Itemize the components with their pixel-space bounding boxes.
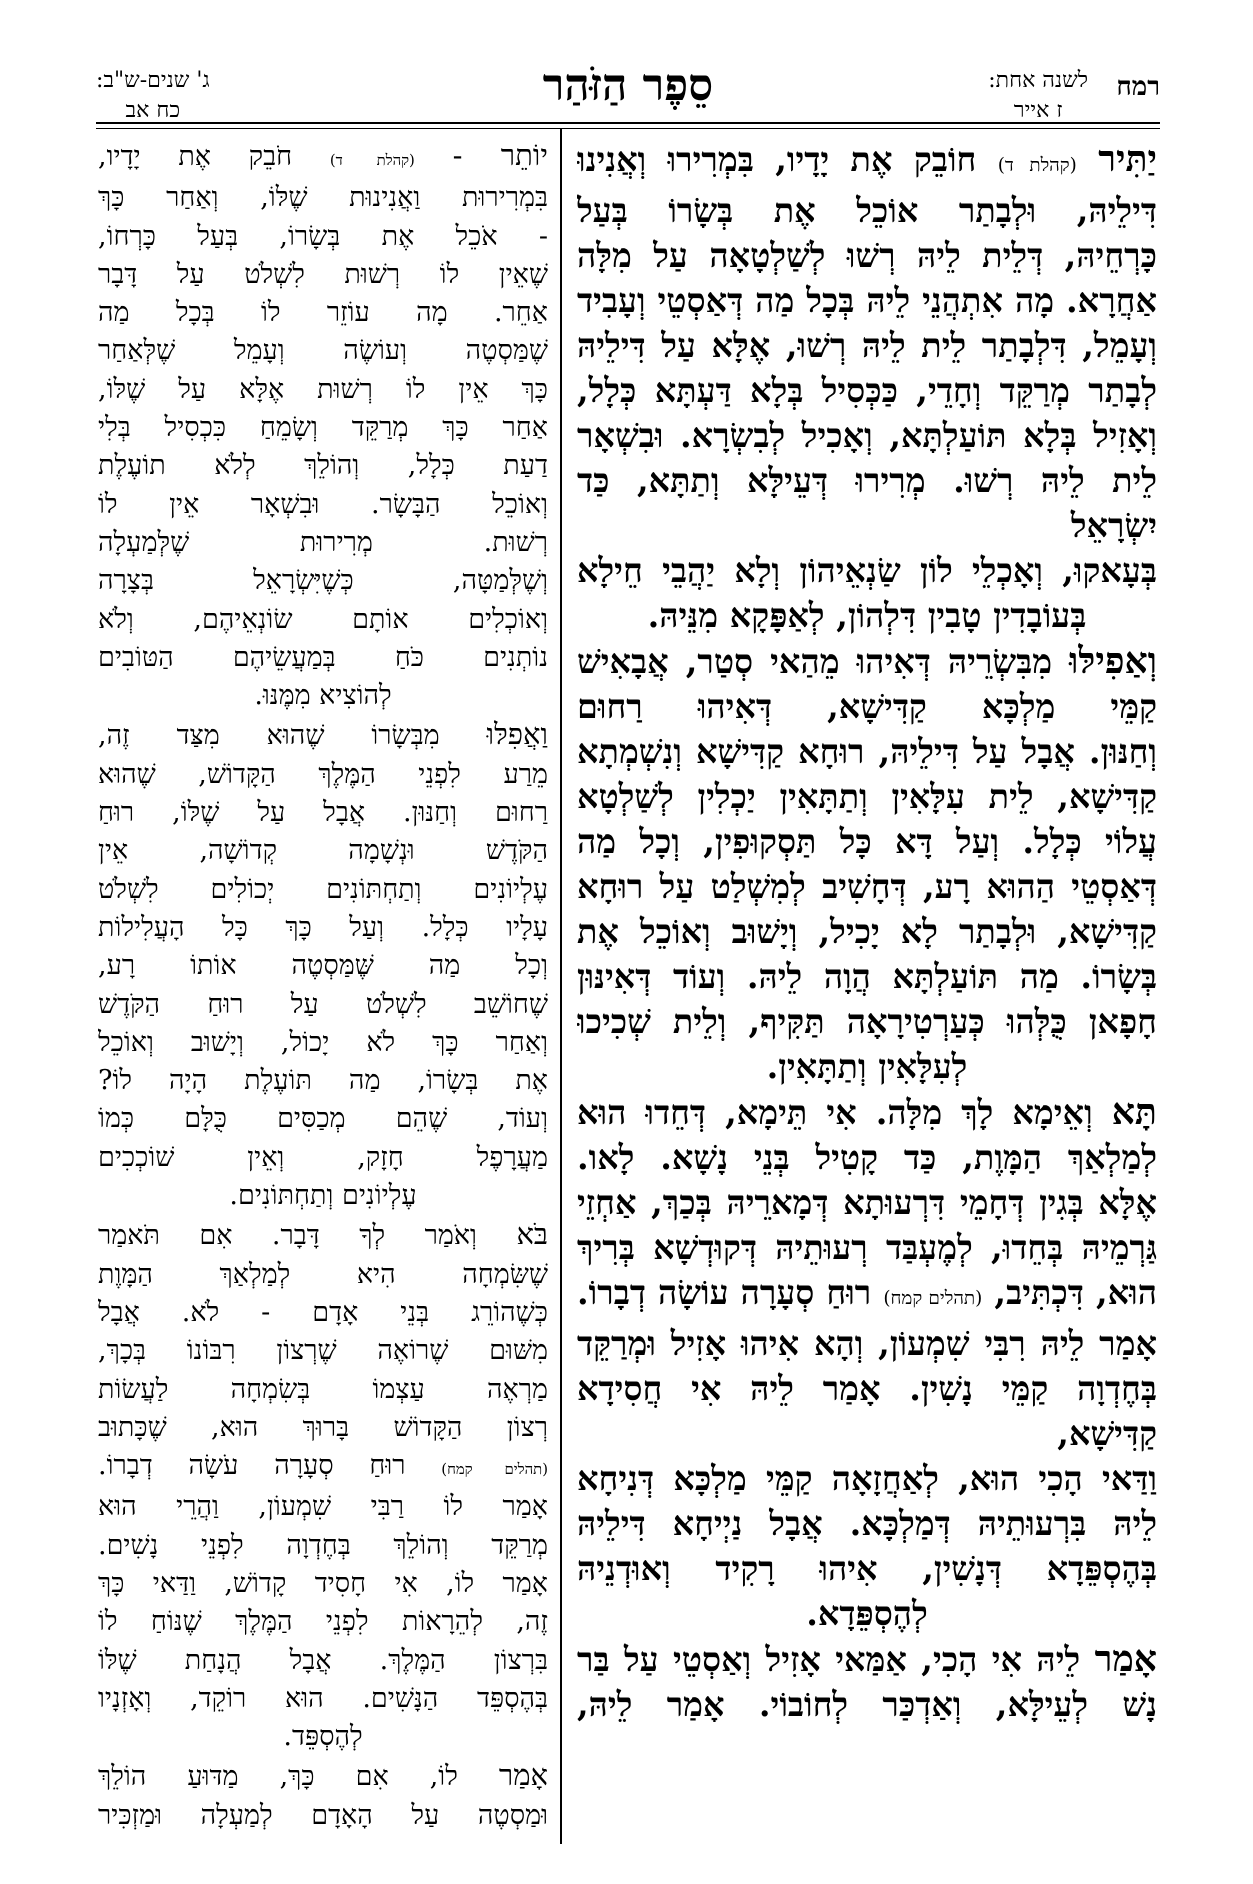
main-line: נָשׁ לְעֵילָּא, וְאַדְכַּר לְחוֹבוֹי. אָמַר לֵיהּ, bbox=[577, 1685, 1157, 1724]
commentary-line: נוֹתְנִים כֹּחַ בְּמַעֲשֵׂיהֶם הַטּוֹבִים bbox=[98, 641, 548, 673]
commentary-line: כְּשֶׁהוֹרֵג בְּנֵי אָדָם - לֹא. אֲבָל bbox=[98, 1296, 548, 1328]
page-number: רמח bbox=[1116, 72, 1160, 102]
main-line: אָמַר לֵיהּ רִבִּי שִׁמְעוֹן, וְהָא אִיהוּ אָזִיל וּמְרַקֵּד bbox=[577, 1324, 1157, 1363]
commentary-line: אָמַר לוֹ רַבִּי שִׁמְעוֹן, וַהֲרֵי הוּא bbox=[98, 1491, 548, 1523]
commentary-line: מַעֲרָפֶל חָזָק, וְאֵין שׁוֹכְכִים bbox=[98, 1141, 548, 1173]
commentary-line: מֵרַע לִפְנֵי הַמֶּלֶךְ הַקָּדוֹשׁ, שֶׁהוּא bbox=[98, 758, 548, 790]
three-year-label: ג' שנים-ש"ב: bbox=[96, 68, 210, 93]
one-year-label: לשנה אחת: bbox=[988, 68, 1088, 93]
main-lead-word: וְאַפִילּוּ bbox=[1069, 639, 1157, 682]
main-line: הוּא, דִּכְתִּיב, (תהלים קמח) רוּחַ סְעָרָה עוֹשָׂה דְבָרוֹ. bbox=[577, 1273, 1157, 1312]
main-line: גַּרְמֵיהּ בְּחֵדוּ, לְמֶעְבַּד רְעוּתֵיהּ דְּקוּדְשָׁא בְּרִיךְ bbox=[577, 1228, 1157, 1267]
aramaic-text-column bbox=[577, 136, 1157, 1846]
main-line: בְּחֶדְוָה קַמֵּי נָשִׁין. אָמַר לֵיהּ אִי חֲסִידָא קַדִּישָׁא, bbox=[577, 1369, 1157, 1453]
commentary-line: הַקֹּדֶשׁ וּנְשָׁמָה קְדוֹשָׁה, אֵין bbox=[98, 835, 548, 867]
main-line: וַדַּאי הָכִי הוּא, לְאַחֲזָאָה קַמֵּי מַלְכָּא דְּנִיחָא bbox=[577, 1459, 1157, 1498]
main-line: לְבָתַר מְרַקֵּד וְחָדֵי, כַּכְּסִיל בְּלָא דַּעְתָּא כְּלָל, bbox=[577, 371, 1157, 410]
main-line: לְהֶסְפֵּדָא. bbox=[806, 1594, 928, 1633]
commentary-lead-word: וַאֲפִלּוּ bbox=[486, 717, 548, 752]
commentary-line bbox=[98, 1215, 548, 1255]
commentary-line-text: מִבְּשָׂרוֹ שֶׁהוּא מִצַּד זֶה, bbox=[98, 720, 440, 752]
main-line: קַמֵּי מַלְכָּא קַדִּישָׁא, דְּאִיהוּ רַחוּם bbox=[577, 687, 1157, 726]
commentary-line: וְעוֹד, שֶׁהֵם מְכַסִּים כֻּלָּם כְּמוֹ bbox=[98, 1103, 548, 1135]
header-rule-thin bbox=[96, 128, 1160, 129]
commentary-line: אַחַר כָּךְ מְרַקֵּד וְשָׂמֵחַ כִּכְסִיל בְּלִי bbox=[98, 412, 548, 444]
header-rule bbox=[96, 122, 1160, 124]
commentary-line-text: לוֹ, אִם כָּךְ, מַדּוּעַ הוֹלֵךְ bbox=[98, 1761, 458, 1793]
commentary-line: (תהלים קמח) רוּחַ סְעָרָה עֹשָׂה דְבָרוֹ. bbox=[98, 1450, 548, 1482]
commentary-line bbox=[98, 715, 548, 755]
source-reference: (קהלת ד) bbox=[329, 151, 415, 169]
main-line: עֲלוֹי כְּלָל. וְעַל דָּא כָּל תַּסְקוּפִין, וְכָל מַה bbox=[577, 822, 1157, 861]
main-line bbox=[577, 638, 1157, 684]
inline-source-reference: (תהלים קמח) bbox=[883, 1288, 983, 1309]
hebrew-translation-column bbox=[98, 136, 548, 1846]
commentary-line bbox=[98, 136, 548, 179]
commentary-lead-word: בֹּא bbox=[516, 1217, 548, 1252]
commentary-line: רַחוּם וְחַנּוּן. אֲבָל עַל שֶׁלּוֹ, רוּחַ bbox=[98, 797, 548, 829]
commentary-line: מַרְאֶה עַצְמוֹ בְּשִׂמְחָה לַעֲשׂוֹת bbox=[98, 1373, 548, 1405]
commentary-lead-word: יוֹתֵר - bbox=[452, 138, 548, 172]
commentary-paragraph bbox=[98, 715, 548, 1215]
main-line: לְעִלָּאִין וְתַתָּאִין. bbox=[766, 1047, 968, 1086]
main-line: וְחַנּוּן. אֲבָל עַל דִּילֵיהּ, רוּחָא קַדִּישָׁא וְנִשְׁמְתָא bbox=[577, 732, 1157, 771]
commentary-line: אַחֵר. מָה עוֹזֵר לוֹ בְּכָל מַה bbox=[98, 297, 548, 329]
commentary-line: כָּךְ אֵין לוֹ רְשׁוּת אֶלָּא עַל שֶׁלּוֹ, bbox=[98, 373, 548, 405]
commentary-paragraph bbox=[98, 1215, 548, 1756]
commentary-line: לְהֶסְפֵּד. bbox=[283, 1721, 363, 1753]
column-divider bbox=[560, 128, 562, 1844]
commentary-line: אֶת בְּשָׂרוֹ, מַה תּוֹעֶלֶת הָיָה לוֹ? bbox=[98, 1065, 548, 1097]
main-line: וְאָזִיל בְּלָא תּוֹעַלְתָּא, וְאָכִיל לְבִשְׂרָא. וּבִשְׁאָר bbox=[577, 416, 1157, 455]
commentary-line: אָמַר לוֹ, אִי חָסִיד קָדוֹשׁ, וַדַּאי כָּךְ bbox=[98, 1567, 548, 1599]
commentary-line: רְשׁוּת. מְרִירוּת שֶׁלְּמַעְלָה bbox=[98, 526, 548, 558]
main-paragraph bbox=[577, 136, 1157, 638]
commentary-paragraph bbox=[98, 1756, 548, 1835]
main-line: בְּעָאקוּ, וְאָכְלֵי לוֹן שַׂנְאֵיהוֹן וְלָא יַהֲבֵי חֵילָא bbox=[577, 551, 1157, 590]
main-lead-word: תָּא bbox=[1111, 1090, 1157, 1133]
main-line bbox=[577, 1636, 1157, 1682]
main-line: לֵית לֵיהּ רְשׁוּ. מְרִירוּ דְּעֵילָּא וְתַתָּא, כַּד יִשְׂרָאֵל bbox=[577, 461, 1157, 545]
main-line: קַדִּישָׁא, וּלְבָתַר לָא יָכִיל, וְיָשׁוּב וְאוֹכֵל אֶת bbox=[577, 912, 1157, 951]
main-paragraph bbox=[577, 1089, 1157, 1636]
commentary-lead-word: אָמַר bbox=[498, 1758, 548, 1793]
main-line bbox=[577, 136, 1157, 188]
commentary-line: מְרַקֵּד וְהוֹלֵךְ בְּחֶדְוָה לִפְנֵי נָשִׁים. bbox=[98, 1529, 548, 1561]
commentary-line: זֶה, לְהֵרָאוֹת לִפְנֵי הַמֶּלֶךְ שֶׁנּוֹחַ לוֹ bbox=[98, 1606, 548, 1638]
commentary-line: שֶׁמַּסְטֶה וְעוֹשֶׂה וְעָמֵל שֶׁלְּאַחַר bbox=[98, 335, 548, 367]
commentary-line: וְשֶׁלְּמַטָּה, כְּשֶׁיִּשְׂרָאֵל בְּצָרָה bbox=[98, 565, 548, 597]
main-line: בְּהֶסְפֵּדָא דְּנָשִׁין, אִיהוּ רָקִיד וְאוּדְנֵיהּ bbox=[577, 1549, 1157, 1588]
commentary-line: בִּרְצוֹן הַמֶּלֶךְ. אֲבָל הֲנָחַת שֶׁלּוֹ bbox=[98, 1644, 548, 1676]
main-paragraph bbox=[577, 1636, 1157, 1727]
commentary-line: וְאוֹכְלִים אוֹתָם שׂוֹנְאֵיהֶם, וְלֹא bbox=[98, 603, 548, 635]
main-line: וְעָמֵל, דִּלְבָתַר לֵית לֵיהּ רְשׁוּ, אֶלָּא עַל דִּילֵיהּ bbox=[577, 326, 1157, 365]
commentary-line: עָלָיו כְּלָל. וְעַל כָּךְ כָּל הָעֲלִילוֹת bbox=[98, 911, 548, 943]
commentary-line: לְהוֹצִיא מִמֶּנּוּ. bbox=[254, 680, 392, 712]
main-line: לֵיהּ בִּרְעוּתֵיהּ דְּמַלְכָּא. אֲבָל נַיְיחָא דִּילֵיהּ bbox=[577, 1504, 1157, 1543]
page-header bbox=[96, 60, 1160, 130]
commentary-line: עֶלְיוֹנִים וְתַחְתּוֹנִים יְכוֹלִים לִשְׁלֹט bbox=[98, 873, 548, 905]
one-year-date: ז אייר bbox=[1013, 98, 1063, 123]
main-line: בְּעוֹבָדִין טָבִין דִּלְהוֹן, לְאַפָּקָא מִנֵּיהּ. bbox=[647, 596, 1087, 635]
commentary-line: וּמַסְטֶה עַל הָאָדָם לְמַעְלָה וּמַזְכִּיר bbox=[98, 1799, 548, 1831]
main-line: קַדִּישָׁא, לֵית עִלָּאִין וְתַתָּאִין יַכְלִין לְשַׁלְטָא bbox=[577, 777, 1157, 816]
inline-source-reference: (תהלים קמח) bbox=[441, 1460, 548, 1479]
commentary-line-text: וְאֹמַר לְךָ דָּבָר. אִם תֹּאמַר bbox=[98, 1220, 477, 1252]
commentary-line: שֶׁשִּׂמְחָה הִיא לְמַלְאַךְ הַמָּוֶת bbox=[98, 1258, 548, 1290]
main-line-text: וְאֵימָא לָךְ מִלָּה. אִי תֵּימָא, דְּחֵדוּ הוּא bbox=[577, 1093, 1093, 1132]
commentary-line: וְאוֹכֵל הַבָּשָׂר. וּבִשְׁאָר אֵין לוֹ bbox=[98, 488, 548, 520]
commentary-line: וְאַחַר כָּךְ לֹא יָכוֹל, וְיָשׁוּב וְאוֹכֵל bbox=[98, 1026, 548, 1058]
main-line: לְמַלְאַךְ הַמָּוֶת, כַּד קָטִיל בְּנֵי נָשָׁא. לָאו. bbox=[577, 1138, 1157, 1177]
main-lead-word: אָמַר bbox=[1094, 1637, 1157, 1680]
main-line: כָּרְחֵיהּ, דְּלֵית לֵיהּ רְשׁוּ לְשַׁלְטָאָה עַל מִלָּה bbox=[577, 236, 1157, 275]
main-line: בְּשָׂרוֹ. מַה תּוֹעַלְתָּא הֲוָה לֵיהּ. וְעוֹד דְּאִינּוּן bbox=[577, 957, 1157, 996]
main-line: חָפָאן כֻּלְּהוּ כְּעַרְטִירָאָה תַּקִּיף, וְלֵית שְׁכִיכוּ bbox=[577, 1002, 1157, 1041]
commentary-line: שֶׁחוֹשֵׁב לִשְׁלֹט עַל רוּחַ הַקֹּדֶשׁ bbox=[98, 988, 548, 1020]
source-reference: (קהלת ד) bbox=[997, 155, 1077, 176]
commentary-line-text: חֹבֵק אֶת יָדָיו, bbox=[98, 141, 293, 172]
main-line bbox=[577, 1089, 1157, 1135]
commentary-line: וְכָל מַה שֶּׁמַּסְטֶה אוֹתוֹ רָע, bbox=[98, 950, 548, 982]
commentary-line: בִּמְרִירוּת וַאֲנִינוּת שֶׁלּוֹ, וְאַחַר כָּךְ bbox=[98, 182, 548, 214]
main-line-text: מִבִּשְׂרֵיהּ דְּאִיהוּ מֵהַאי סְטַר, אֲבָאִישׁ bbox=[577, 642, 1053, 681]
three-year-date: כח אב bbox=[125, 98, 181, 123]
commentary-line bbox=[98, 1756, 548, 1796]
main-lead-word: יַתִּיר bbox=[1098, 137, 1157, 180]
commentary-paragraph bbox=[98, 136, 548, 715]
three-year-schedule bbox=[96, 66, 210, 126]
main-line: אַחֲרָא. מָה אִתְהֲנֵי לֵיהּ בְּכָל מַה דְּאַסְטֵי וְעָבִיד bbox=[577, 281, 1157, 320]
commentary-line: - אֹכֵל אֶת בְּשָׂרוֹ, בְּעַל כָּרְחוֹ, bbox=[98, 220, 548, 252]
main-line: דְּאַסְטֵי הַהוּא רָע, דְּחָשִׁיב לְמִשְׁלַט עַל רוּחָא bbox=[577, 867, 1157, 906]
main-line-text: חוֹבֵק אֶת יָדָיו, בִּמְרִירוּ וְאֲנִינוּ bbox=[577, 140, 977, 179]
commentary-line: שֶׁאֵין לוֹ רְשׁוּת לִשְׁלֹט עַל דָּבָר bbox=[98, 258, 548, 290]
main-line: דִּילֵיהּ, וּלְבָתַר אוֹכֵל אֶת בְּשָׂרוֹ בְּעַל bbox=[577, 191, 1157, 230]
main-line: אֶלָּא בְּגִין דְּחָמֵי דִּרְעוּתָא דְּמָארֵיהּ בְּכַךְ, אַחְזֵי bbox=[577, 1183, 1157, 1222]
commentary-line: מִשּׁוּם שֶׁרוֹאֶה שֶׁרְצוֹן רִבּוֹנוֹ בְּכָךְ, bbox=[98, 1335, 548, 1367]
commentary-line: עֶלְיוֹנִים וְתַחְתּוֹנִים. bbox=[229, 1180, 417, 1212]
main-paragraph bbox=[577, 638, 1157, 1089]
commentary-line: דַעַת כְּלָל, וְהוֹלֵךְ לְלֹא תוֹעֶלֶת bbox=[98, 450, 548, 482]
commentary-line: בְּהֶסְפֵּד הַנָּשִׁים. הוּא רוֹקֵד, וְאָזְנָיו bbox=[98, 1682, 548, 1714]
commentary-line: רְצוֹן הַקָּדוֹשׁ בָּרוּךְ הוּא, שֶׁכָּתוּב bbox=[98, 1411, 548, 1443]
main-line-text: לֵיהּ אִי הָכִי, אַמַּאי אָזִיל וְאַסְטֵי עַל בַּר bbox=[577, 1640, 1081, 1679]
book-title: סֵפֶר הַזֹּהַר bbox=[542, 60, 714, 111]
